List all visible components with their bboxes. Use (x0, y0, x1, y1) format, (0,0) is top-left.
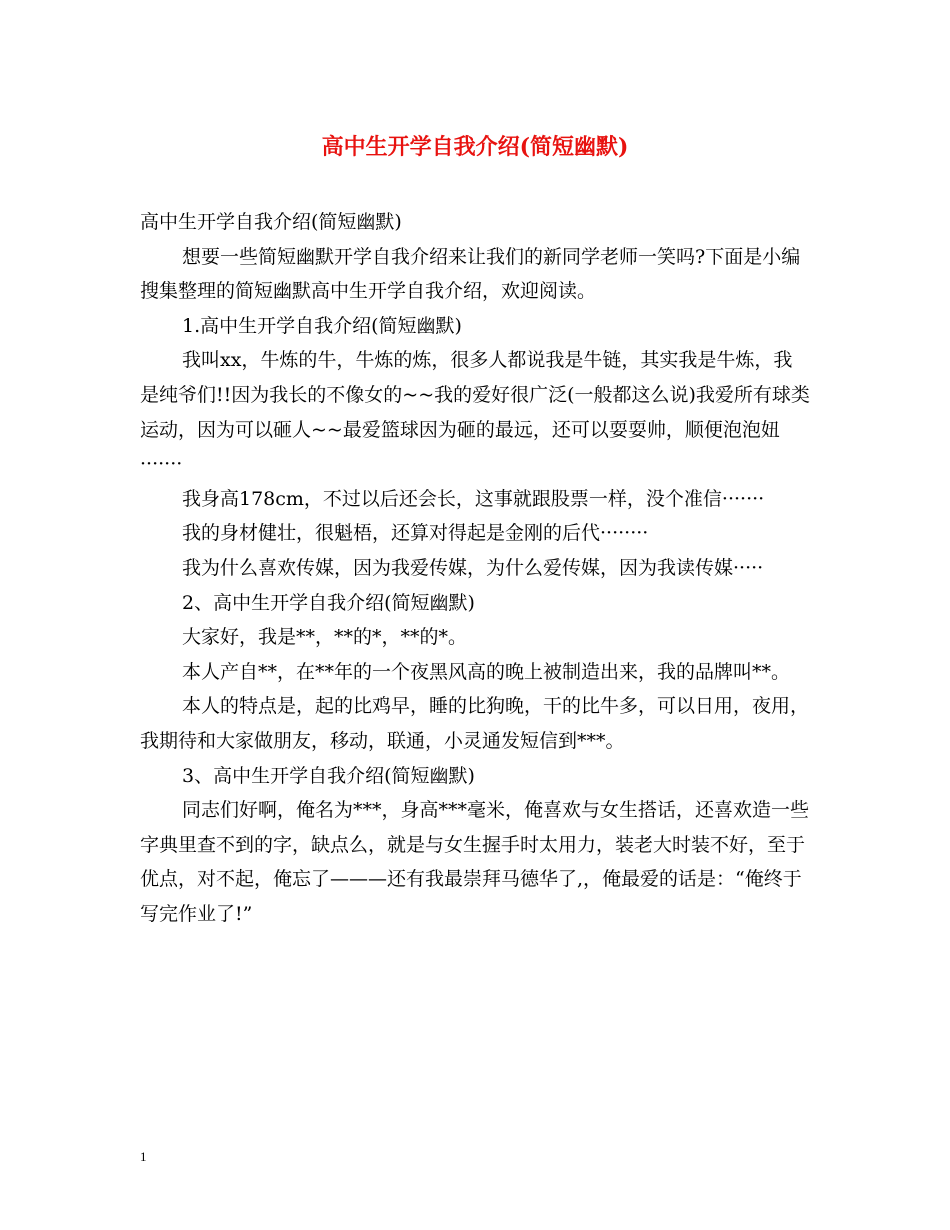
paragraph-2-1: 大家好，我是**，**的*，**的*。 (182, 626, 468, 649)
paragraph-1-3: 我的身材健壮，很魁梧，还算对得起是金刚的后代········ (182, 522, 649, 545)
paragraph-1-4: 我为什么喜欢传媒，因为我爱传媒，为什么爱传媒，因为我读传媒····· (182, 556, 764, 579)
paragraph-2-2: 本人产自**，在**年的一个夜黑风高的晚上被制造出来，我的品牌叫**。 (182, 660, 791, 683)
section-heading-3: 3、高中生开学自我介绍(简短幽默) (182, 764, 475, 787)
section-heading-1: 1.高中生开学自我介绍(简短幽默) (182, 314, 462, 337)
paragraph-3-1: 同志们好啊，俺名为***，身高***毫米，俺喜欢与女生搭话，还喜欢造一些字典里查不到的字，缺点么，就是与女生握手时太用力，装老大时装不好，至于优点，对不起，俺忘了———还有我最崇拜马德华了,，俺最爱的话是：“俺终于写完作业了!” (140, 799, 810, 925)
page-number: 1 (140, 1149, 147, 1164)
section-heading-2: 2、高中生开学自我介绍(简短幽默) (182, 591, 475, 614)
paragraph-intro: 想要一些简短幽默开学自我介绍来让我们的新同学老师一笑吗?下面是小编搜集整理的简短幽默高中生开学自我介绍，欢迎阅读。 (140, 245, 801, 303)
paragraph-1-2: 我身高178cm，不过以后还会长，这事就跟股票一样，没个准信······· (182, 487, 765, 510)
document-body (140, 205, 810, 931)
paragraph-1-1: 我叫xx，牛炼的牛，牛炼的炼，很多人都说我是牛链，其实我是牛炼，我是纯爷们!!因为我长的不像女的~~我的爱好很广泛(一般都这么说)我爱所有球类运动，因为可以砸人~~最爱篮球因为砸的最远，还可以耍耍帅，顺便泡泡妞······· (140, 349, 810, 476)
document-title: 高中生开学自我介绍(简短幽默) (321, 134, 629, 160)
paragraph-heading: 高中生开学自我介绍(简短幽默) (140, 211, 402, 233)
paragraph-2-3: 本人的特点是，起的比鸡早，睡的比狗晚，干的比牛多，可以日用，夜用，我期待和大家做朋友，移动，联通，小灵通发短信到***。 (140, 695, 810, 752)
